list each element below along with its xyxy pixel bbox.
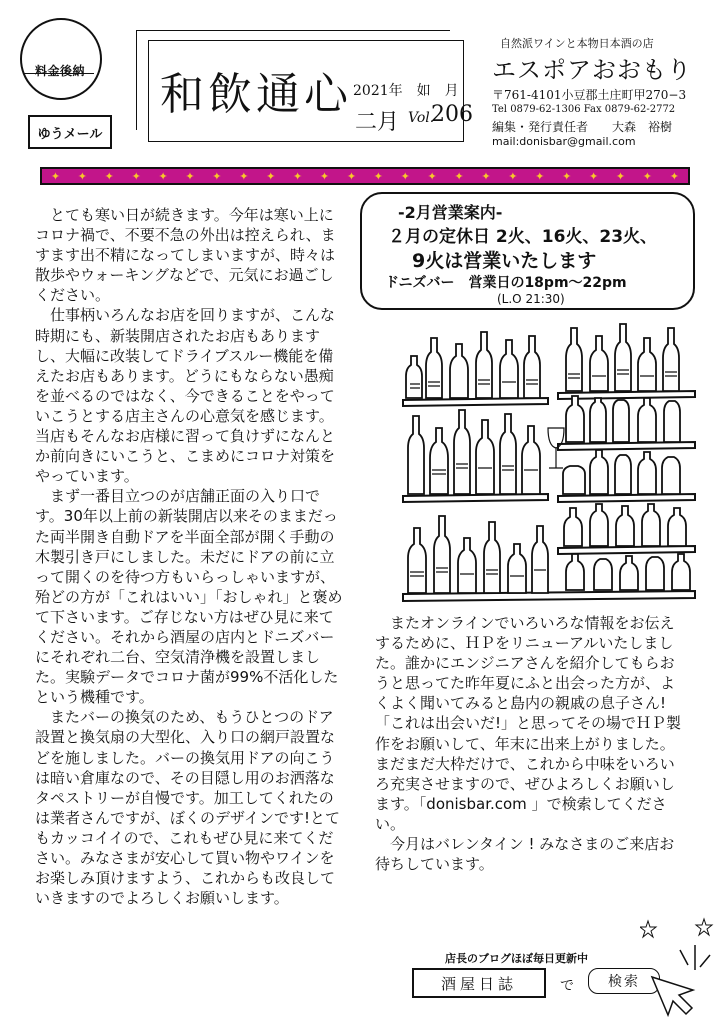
blog-name-box[interactable] [412, 968, 546, 998]
connector-text: で [560, 978, 574, 994]
notice-open-note: 9火は営業いたします [412, 250, 597, 272]
issue-vol-label: Vol. [408, 110, 435, 126]
postage-label: 料金後納 [34, 64, 85, 78]
fleur-icon: ✦ [104, 169, 114, 183]
notice-hours: ドニズバー 営業日の18pm〜22pm [385, 275, 627, 291]
title-frame-left [136, 30, 137, 130]
fleur-icon: ✦ [669, 169, 679, 183]
fleur-icon: ✦ [158, 169, 168, 183]
issue-vol-number: 206 [431, 102, 473, 127]
shop-email[interactable]: mail:donisbar@gmail.com [492, 135, 636, 148]
shop-editor: 編集・発行責任者 大森 裕樹 [492, 120, 673, 134]
fleur-icon: ✦ [427, 169, 437, 183]
fleur-icon: ✦ [400, 169, 410, 183]
fleur-icon: ✦ [185, 169, 195, 183]
shop-phone: Tel 0879-62-1306 Fax 0879-62-2772 [492, 104, 676, 115]
shop-address: 〒761-4101小豆郡土庄町甲270−3 [492, 88, 687, 102]
paragraph: まず一番目立つのが店舗正面の入り口です。30年以上前の新装開店以来そのままだった両半開き自動ドアを半面全部が開く手動の木製引き戸にしました。未だにドアの前に立って開くのを待つ方もいらっしゃいますが、殆どの方が「これはいい」「おしゃれ」と褒めて下さいます。ご存じない方はぜひ見に来てください。それから酒屋の店内とドニズバーにそれぞれ二台、空気清浄機を設置しました。実験データでコロナ菌が99%不活化したという機種です。 [35, 487, 343, 707]
fleur-icon: ✦ [346, 169, 357, 183]
newsletter-title: 和飲通心 [160, 69, 352, 120]
left-article [35, 205, 343, 908]
fleur-icon: ✦ [588, 169, 599, 183]
notice-last-order: (L.O 21:30) [497, 292, 565, 306]
fleur-icon: ✦ [642, 169, 652, 183]
fleur-icon: ✦ [481, 169, 491, 183]
mail-type-box [28, 115, 112, 149]
search-label: 検索 [608, 974, 640, 990]
postage-circle [20, 18, 102, 100]
issue-year: 2021年 如 月 [353, 83, 459, 99]
fleur-icon: ✦ [562, 169, 572, 183]
fleur-icon: ✦ [50, 169, 61, 183]
paragraph: またオンラインでいろいろな情報をお伝えするために、ＨＰをリニューアルいたしました。誰かにエンジニアさんを紹介してもらおうと思ってた昨年夏にふと出会った方が、よくよく聞いてみると島内の親戚の息子さん!「これは出会いだ!」と思ってその場でＨＰ製作をお願いして、年末に出来上がりました。まだまだ大枠だけで、これから中味をいろいろ充実させますので、ぜひよろしくお願いします。「donisbar.com 」で検索してください。 [375, 614, 682, 833]
blog-name: 酒屋日誌 [440, 974, 517, 993]
fleur-icon: ✦ [212, 169, 222, 183]
cursor-pointer-icon [640, 915, 715, 1020]
fleur-icon: ✦ [77, 169, 87, 183]
paragraph: とても寒い日が続きます。今年は寒い上にコロナ禍で、不要不急の外出は控えられ、ますます出不精になってしまいますが、時々は散歩やウォーキングなどで、元気にお過ごしください。 [35, 206, 336, 305]
paragraph: 今月はバレンタイン ! みなさまのご来店お待ちしています。 [375, 835, 675, 874]
fleur-icon: ✦ [373, 169, 383, 183]
right-article [375, 613, 683, 874]
notice-heading: -2月営業案内- [398, 203, 503, 222]
fleur-icon: ✦ [293, 169, 303, 183]
fleur-icon: ✦ [454, 169, 464, 183]
fleur-icon: ✦ [319, 169, 330, 183]
title-frame-top [136, 30, 450, 31]
fleur-icon: ✦ [266, 169, 276, 183]
blog-promo-title: 店長のブログほぼ毎日更新中 [445, 952, 588, 965]
fleur-icon: ✦ [535, 169, 545, 183]
shop-tagline: 自然派ワインと本物日本酒の店 [500, 37, 654, 50]
mail-type-label: ゆうメール [37, 126, 103, 142]
wine-shelves-illustration [398, 318, 700, 604]
decorative-band [40, 167, 690, 185]
shop-name: エスポアおおもり [492, 56, 692, 84]
paragraph: またバーの換気のため、もうひとつのドア設置と換気扇の大型化、入り口の網戸設置などを施しました。バーの換気用ドアの向こうは暗い倉庫なので、その目隠し用のお洒落なタペストリーが自慢です。加工してくれたのは業者さんですが、ぼくのデザインです!とてもカッコイイので、これもぜひ見に来てください。みなさまが安心して買い物やワインをお楽しみ頂けますよう、これからも改良していきますのでよろしくお願いします。 [35, 708, 340, 908]
fleur-icon: ✦ [239, 169, 249, 183]
fleur-icon: ✦ [508, 169, 518, 183]
fleur-icon: ✦ [615, 169, 626, 183]
notice-closed-days: ２月の定休日 2火、16火、23火、 [388, 227, 658, 247]
paragraph: 仕事柄いろんなお店を回りますが、こんな時期にも、新装開店されたお店もありますし、大幅に改装してドライブスルー機能を備えたお店もあります。どうにもならない愚痴を並べるのではなく、今できることをやっていこうとする店主さんの心意気を感じます。当店もそんなお店様に習って負けずになんとか前向きにいこうと、こまめにコロナ対策をやっています。 [35, 306, 336, 486]
issue-month: 二月 [355, 110, 400, 135]
fleur-icon: ✦ [131, 169, 141, 183]
